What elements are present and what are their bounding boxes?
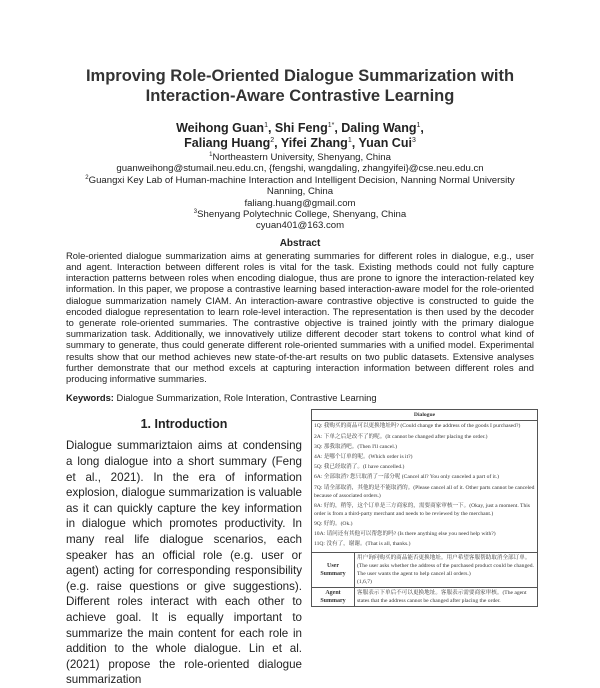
two-column-body xyxy=(66,409,540,688)
user-summary-label: User Summary xyxy=(312,552,355,587)
paper-title: Improving Role-Oriented Dialogue Summarization with Interaction-Aware Contrastive Learning xyxy=(85,67,515,105)
author: Yifei Zhang$^1$ xyxy=(280,136,352,150)
introduction-text: Dialogue summariztaion aims at condensing a long dialogue into a short summary (Feng et al., 2021). In the era of information explosion, dialogue summarization is valuable as it can quickly capture the key information in dialogue which promotes productivity. In many real life dialogue scenarios, each speaker has an official role (e.g. user or agent) acting for corresponding responsibility (e.g. raise questions or give suggestions). Different roles interact with each other to achieve goal. It is equally important to summarize the main content for each role in addition to the whole dialogue. Lin et al. (2021) propose the role-oriented dialogue summarization xyxy=(66,439,302,687)
paper-page xyxy=(0,66,600,688)
author: Faliang Huang$^2$ xyxy=(184,136,275,150)
dialogue-line: 3Q: 那我取消吧。(Then I'll cancel.) xyxy=(314,443,398,450)
author: Yuan Cui$^3$ xyxy=(358,136,416,150)
dialogue-line: 10A: 请问还有其他可以帮您的吗? (Is there anything else you need help with?) xyxy=(314,531,496,538)
dialogue-line: 8A: 好的，稍等，这个订单是三方商家的，需要商家审核一下。(Okay, just a moment. This order is from a third-party merchant and needs to be reviewed by the merchant.) xyxy=(314,502,530,517)
agent-summary-label: Agent Summary xyxy=(312,587,355,606)
dialogue-line: 7Q: 请全部取消，其他的是不能取消的。(Please cancel all of it. Other parts cannot be canceled because of associated orders.) xyxy=(314,484,535,499)
affiliations xyxy=(30,152,570,232)
right-column xyxy=(311,409,540,606)
agent-summary-cell: 客服表示下单后不可以更换地址。客服表示需要商家审核。(The agent states that the address cannot be changed after placing the order. xyxy=(355,587,538,606)
email: faliang.huang@gmail.com xyxy=(244,197,356,209)
affiliation: $^2$Guangxi Key Lab of Human-machine Interaction and Intelligent Decision, Nanning Normal University xyxy=(85,174,515,186)
left-column xyxy=(66,409,302,688)
user-summary-refs: (1,6,7) xyxy=(357,578,372,585)
dialogue-line: 5Q: 我已经取消了。(I have cancelled.) xyxy=(314,464,405,471)
dialogue-line: 6A: 全部取消? 您只取消了一部分呢 (Cancel all? You only canceled a part of it.) xyxy=(314,474,500,481)
dialogue-line: 11Q: 没有了，谢谢。(That is all, thanks.) xyxy=(314,541,411,548)
dialogue-line: 1Q: 我购买的商品可以更换地址吗? (Could change the address of the goods I purchased?) xyxy=(314,423,521,430)
affiliation: $^3$Shenyang Polytechnic College, Shenyang, China xyxy=(193,208,407,221)
section-heading-introduction: 1. Introduction xyxy=(140,417,228,432)
author-list: Weihong Guan$^1$, Shi Feng$^{1*}$, Daling Wang$^1$, Faliang Huang$^2$, Yifei Zhang$^1$, Yuan Cui$^3$ xyxy=(176,121,424,150)
author: Daling Wang$^1$ xyxy=(341,121,421,135)
abstract-heading: Abstract xyxy=(279,237,321,249)
affiliation-city: Nanning, China xyxy=(266,186,334,198)
author: Weihong Guan$^1$ xyxy=(176,121,268,135)
email: guanweihong@stumail.neu.edu.cn, {fengshi, wangdaling, zhangyifei}@cse.neu.edu.cn xyxy=(116,163,484,175)
dialogue-line: 4A: 是哪个订单的呢。(Which order is it?) xyxy=(314,454,413,461)
email: cyuan401@163.com xyxy=(255,220,345,232)
author: Shi Feng$^{1*}$ xyxy=(274,121,335,135)
user-summary-cell: 用户询问购买的商品能否更换地址。用户希望客服帮助取消全部订单。(The user asks whether the address of the purchased product could be changed. The user wants the agent to help cancel all orders.) (1,6,7) xyxy=(355,552,538,587)
abstract-text: Role-oriented dialogue summarization aims at generating summaries for different roles in dialogue, e.g., user and agent. Interaction between different roles is vital for the task. Existing methods could not fully capture interaction patterns between roles when encoding dialogue, thus are prone to ignore the interaction-related key information. In this paper, we propose a contrastive learning based interaction-aware model for the role-oriented dialogue summarization namely CIAM. An interaction-aware contrastive objective is constructed to guide the encoded dialogue representation to learn role-level interaction. The representation is then used by the decoder to generate role-oriented summaries. The contrastive objective is trained jointly with the primary dialogue summarization task. Additionally, we innovatively utilize different decoder start tokens to control what kind of summary to generate, thus could generate different role-oriented summaries with a unified model. Experimental results show that our method achieves new state-of-the-art results on two public datasets. Extensive analyses further demonstrate that our method excels at capturing interaction information between different roles and producing informative summaries. xyxy=(66,249,534,385)
dialogue-example-table xyxy=(311,409,538,606)
affiliation: $^1$Northeastern University, Shenyang, China xyxy=(209,151,391,163)
dialogue-cell xyxy=(312,421,538,552)
table-header: Dialogue xyxy=(312,410,538,421)
dialogue-line: 2A: 下单之后是改不了的呢。(It cannot be changed after placing the order.) xyxy=(314,433,488,440)
keywords: Keywords: Dialogue Summarization, Role Interation, Contrastive Learning xyxy=(66,392,377,404)
dialogue-line: 9Q: 好的。(Ok.) xyxy=(314,520,353,527)
